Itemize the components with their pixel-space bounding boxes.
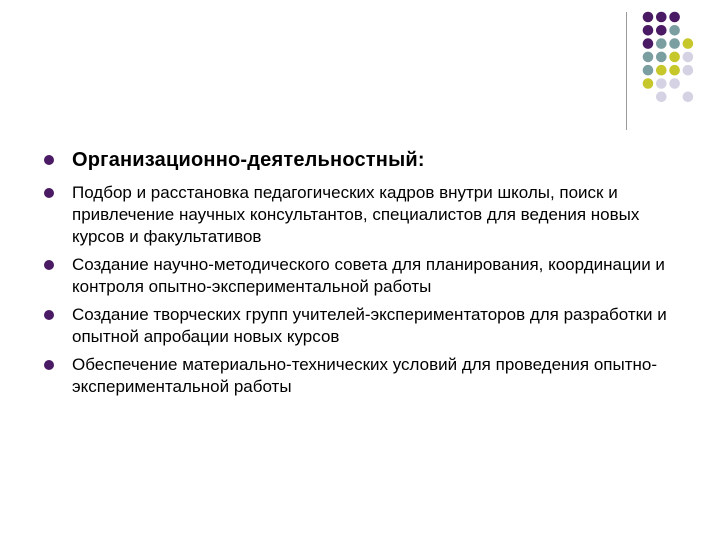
decorative-dot — [669, 38, 680, 49]
decorative-dot — [643, 38, 654, 49]
decorative-dot — [683, 38, 694, 49]
bullet-text-groups: Создание творческих групп учителей-экспериментаторов для разработки и опытной апробации новых курсов — [72, 305, 667, 346]
decorative-dot — [669, 25, 680, 36]
bullet-dot-icon — [44, 155, 54, 165]
bullet-text-council: Создание научно-методического совета для планирования, координации и контроля опытно-экспериментальной работы — [72, 255, 665, 296]
bullet-dot-icon — [44, 310, 54, 320]
decorative-dot — [643, 52, 654, 63]
decorative-dot — [683, 92, 694, 103]
decorative-dot — [656, 52, 667, 63]
decorative-dot — [643, 12, 654, 23]
vertical-divider-line — [626, 12, 627, 130]
decorative-dot — [656, 92, 667, 103]
decorative-dot — [683, 65, 694, 76]
decorative-dot — [656, 25, 667, 36]
decorative-dot — [683, 52, 694, 63]
decorative-dot — [656, 12, 667, 23]
decorative-dot — [643, 25, 654, 36]
decorative-dot — [643, 78, 654, 89]
bullet-item — [44, 304, 694, 348]
bullet-item — [44, 254, 694, 298]
bullet-item — [44, 182, 694, 248]
decorative-dot — [656, 78, 667, 89]
decorative-dot — [669, 78, 680, 89]
bullet-text-staffing: Подбор и расстановка педагогических кадров внутри школы, поиск и привлечение научных консультантов, специалистов для ведения новых курсов и факультативов — [72, 183, 640, 246]
decorative-dot — [669, 12, 680, 23]
decorative-dot — [669, 65, 680, 76]
bullet-heading — [44, 148, 694, 172]
bullet-item — [44, 354, 694, 398]
decorative-dot — [656, 38, 667, 49]
decorative-dot — [643, 65, 654, 76]
decorative-dot — [656, 65, 667, 76]
bullet-dot-icon — [44, 360, 54, 370]
section-heading: Организационно-деятельностный: — [72, 149, 425, 171]
bullet-dot-icon — [44, 260, 54, 270]
decorative-dot — [669, 52, 680, 63]
bullet-dot-icon — [44, 188, 54, 198]
slide-content — [44, 148, 694, 404]
bullet-text-resources: Обеспечение материально-технических условий для проведения опытно-экспериментальной работы — [72, 355, 658, 396]
